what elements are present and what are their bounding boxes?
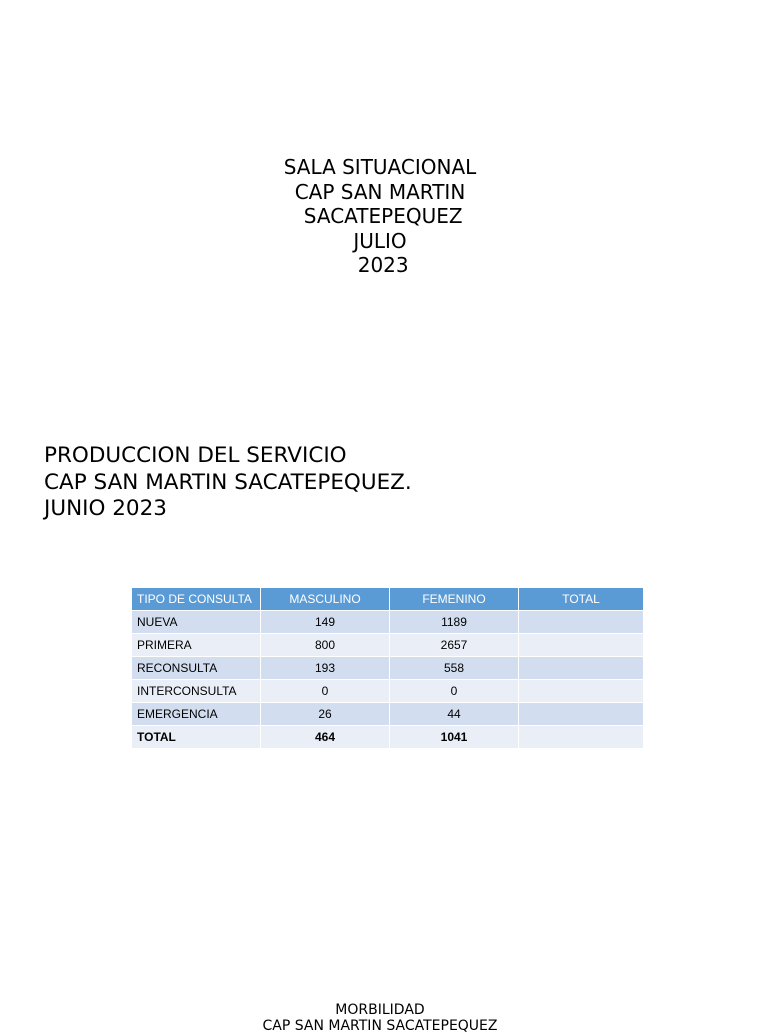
next-slide-title-line: CAP SAN MARTIN SACATEPEQUEZ (262, 1018, 498, 1034)
table-cell: 0 (390, 680, 519, 703)
column-header: FEMENINO (390, 588, 519, 611)
next-slide-title-line: MORBILIDAD (335, 1002, 425, 1018)
column-header: MASCULINO (261, 588, 390, 611)
table-cell: 464 (261, 726, 390, 749)
table-cell: 44 (390, 703, 519, 726)
cover-title-line: JULIO (353, 228, 407, 253)
next-slide-title (0, 1002, 760, 1034)
table-cell: 800 (261, 634, 390, 657)
table-cell: INTERCONSULTA (132, 680, 261, 703)
table-cell (519, 703, 644, 726)
table-cell: NUEVA (132, 611, 261, 634)
table-cell: 149 (261, 611, 390, 634)
section-heading-line: CAP SAN MARTIN SACATEPEQUEZ. (44, 469, 412, 495)
table-cell: RECONSULTA (132, 657, 261, 680)
table-cell: 0 (261, 680, 390, 703)
table-cell: TOTAL (132, 726, 261, 749)
table-row (132, 680, 644, 703)
cover-title-line: SACATEPEQUEZ (297, 204, 463, 228)
table-header-row (132, 588, 644, 611)
table-cell: 2657 (390, 634, 519, 657)
section-heading (44, 443, 412, 523)
table-row (132, 611, 644, 634)
table-cell: PRIMERA (132, 634, 261, 657)
table-row (132, 657, 644, 680)
table-cell (519, 726, 644, 749)
table-row (132, 634, 644, 657)
cover-title-line: CAP SAN MARTIN (294, 179, 466, 204)
table-cell: 558 (390, 657, 519, 680)
section-heading-line: PRODUCCION DEL SERVICIO (44, 443, 347, 468)
table-cell (519, 611, 644, 634)
table-cell (519, 634, 644, 657)
table-cell: 1189 (390, 611, 519, 634)
column-header: TIPO DE CONSULTA (132, 588, 261, 611)
table-row (132, 703, 644, 726)
table-cell: EMERGENCIA (132, 703, 261, 726)
table-cell: 1041 (390, 726, 519, 749)
table-cell: 26 (261, 703, 390, 726)
consultation-table (132, 588, 644, 749)
section-heading-line: JUNIO 2023 (44, 496, 167, 521)
table-cell (519, 680, 644, 703)
column-header: TOTAL (519, 588, 644, 611)
table-cell: 193 (261, 657, 390, 680)
table-cell (519, 657, 644, 680)
cover-title-line: SALA SITUACIONAL (283, 155, 477, 179)
cover-title-line: 2023 (351, 253, 409, 277)
table-total-row (132, 726, 644, 749)
cover-title (0, 155, 760, 278)
